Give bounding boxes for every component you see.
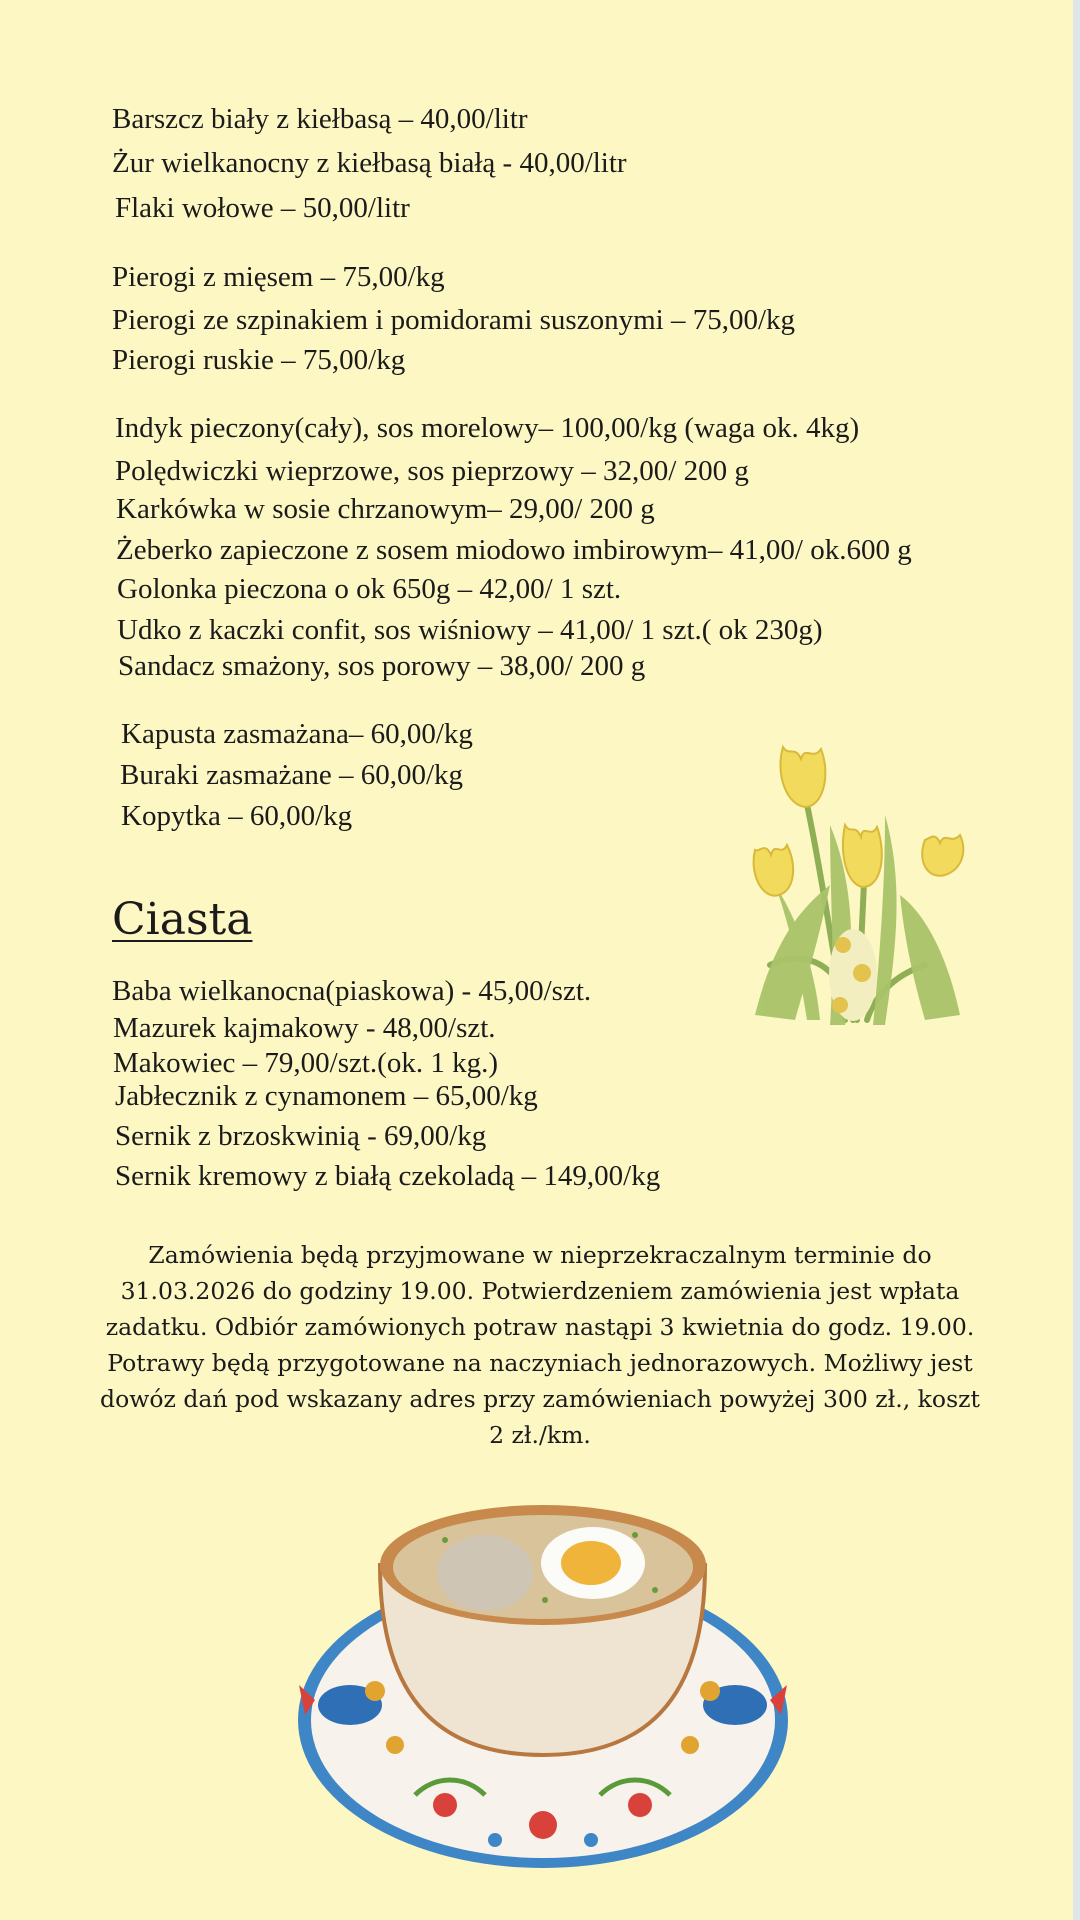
easter-soup-bowl-icon <box>295 1495 795 1875</box>
menu-item-soup: Żur wielkanocny z kiełbasą białą - 40,00/litr <box>112 147 627 179</box>
menu-item-main: Indyk pieczony(cały), sos morelowy– 100,00/kg (waga ok. 4kg) <box>115 412 860 444</box>
menu-item-cake: Mazurek kajmakowy - 48,00/szt. <box>113 1012 496 1044</box>
menu-item-main: Golonka pieczona o ok 650g – 42,00/ 1 szt. <box>117 573 622 605</box>
menu-item-soup: Flaki wołowe – 50,00/litr <box>115 192 410 224</box>
menu-item-side: Kapusta zasmażana– 60,00/kg <box>121 718 473 750</box>
menu-item-main: Sandacz smażony, sos porowy – 38,00/ 200 g <box>118 650 646 682</box>
menu-item-cake: Sernik kremowy z białą czekoladą – 149,00/kg <box>115 1160 661 1192</box>
menu-item-cake: Sernik z brzoskwinią - 69,00/kg <box>115 1120 487 1152</box>
menu-item-side: Kopytka – 60,00/kg <box>121 800 353 832</box>
menu-item-side: Buraki zasmażane – 60,00/kg <box>120 759 464 791</box>
menu-item-pierogi: Pierogi ze szpinakiem i pomidorami suszonymi – 75,00/kg <box>112 304 796 336</box>
right-edge-strip <box>1073 0 1080 1920</box>
cakes-section-title: Ciasta <box>112 894 253 945</box>
tulip-bouquet-icon <box>735 735 980 1035</box>
menu-item-cake: Makowiec – 79,00/szt.(ok. 1 kg.) <box>113 1047 498 1079</box>
menu-item-main: Polędwiczki wieprzowe, sos pieprzowy – 32,00/ 200 g <box>115 455 749 487</box>
menu-item-soup: Barszcz biały z kiełbasą – 40,00/litr <box>112 103 528 135</box>
boiled-egg <box>541 1527 645 1599</box>
menu-item-main: Żeberko zapieczone z sosem miodowo imbirowym– 41,00/ ok.600 g <box>116 534 912 566</box>
menu-item-pierogi: Pierogi ruskie – 75,00/kg <box>112 344 406 376</box>
order-notice: Zamówienia będą przyjmowane w nieprzekraczalnym terminie do 31.03.2026 do godziny 19.00. Potwierdzeniem zamówienia jest wpłata zadatku. Odbiór zamówionych potraw nastąpi 3 kwietnia do godz. 19.00. Potrawy będą przygotowane na naczyniach jednorazowych. Możliwy jest dowóz dań pod wskazany adres przy zamówieniach powyżej 300 zł., koszt 2 zł./km. <box>100 1241 980 1449</box>
white-sausage <box>437 1535 533 1611</box>
menu-item-cake: Baba wielkanocna(piaskowa) - 45,00/szt. <box>112 975 592 1007</box>
menu-item-pierogi: Pierogi z mięsem – 75,00/kg <box>112 261 445 293</box>
easter-egg-shape <box>829 929 877 1021</box>
menu-item-main: Karkówka w sosie chrzanowym– 29,00/ 200 g <box>116 493 655 525</box>
menu-item-main: Udko z kaczki confit, sos wiśniowy – 41,00/ 1 szt.( ok 230g) <box>117 614 823 646</box>
menu-item-cake: Jabłecznik z cynamonem – 65,00/kg <box>115 1080 538 1112</box>
